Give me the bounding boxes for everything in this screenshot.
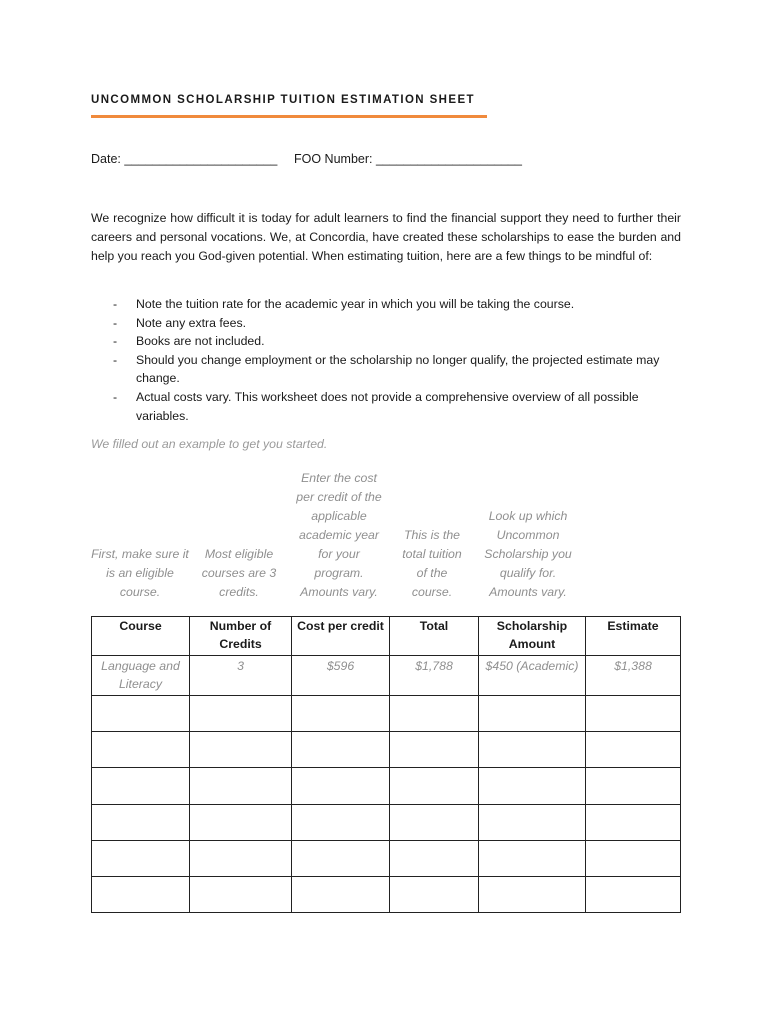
empty-cell[interactable] (479, 876, 586, 912)
empty-cell[interactable] (390, 732, 479, 768)
table-row (92, 876, 681, 912)
list-item (91, 295, 681, 314)
empty-cell[interactable] (586, 732, 681, 768)
list-item-text: Books are not included. (136, 334, 265, 349)
empty-cell[interactable] (586, 696, 681, 732)
list-item-text: Note any extra fees. (136, 315, 247, 330)
cell-total: $1,788 (390, 656, 479, 696)
empty-cell[interactable] (292, 696, 390, 732)
empty-cell[interactable] (292, 804, 390, 840)
header-course: Course (92, 617, 190, 656)
empty-cell[interactable] (292, 876, 390, 912)
table-row (92, 768, 681, 804)
header-scholarship: Scholarship Amount (479, 617, 586, 656)
empty-cell[interactable] (92, 696, 190, 732)
foo-number-field[interactable]: FOO Number: _____________________ (294, 152, 522, 166)
empty-cell[interactable] (292, 732, 390, 768)
empty-cell[interactable] (390, 768, 479, 804)
header-cost-per-credit: Cost per credit (292, 617, 390, 656)
empty-cell[interactable] (390, 876, 479, 912)
bullet-dash: - (113, 334, 118, 349)
empty-cell[interactable] (190, 696, 292, 732)
bullet-dash: - (113, 297, 118, 311)
empty-cell[interactable] (190, 804, 292, 840)
example-row (92, 656, 681, 696)
table-row (92, 696, 681, 732)
list-item (91, 388, 681, 425)
table-row (92, 732, 681, 768)
empty-cell[interactable] (586, 840, 681, 876)
empty-cell[interactable] (586, 804, 681, 840)
date-field[interactable]: Date: ______________________ (91, 152, 278, 166)
list-item (91, 332, 681, 351)
intro-paragraph: We recognize how difficult it is today for adult learners to find the financial support they need to further their careers and personal vocations. We, at Concordia, have created these scholarships to ease the burden and help you reach you God-given potential. When estimating tuition, here are a few things to be mindful of: (91, 211, 681, 263)
list-item-text: Actual costs vary. This worksheet does not provide a comprehensive overview of all possible variables. (136, 389, 639, 423)
notes-list (91, 295, 681, 425)
list-item-text: Note the tuition rate for the academic year in which you will be taking the course. (136, 297, 575, 311)
example-note: We filled out an example to get you started. (91, 437, 328, 451)
empty-cell[interactable] (292, 840, 390, 876)
header-credits: Number of Credits (190, 617, 292, 656)
cell-estimate: $1,388 (586, 656, 681, 696)
hint-course: First, make sure it is an eligible course. (91, 547, 189, 599)
empty-cell[interactable] (479, 804, 586, 840)
empty-cell[interactable] (92, 732, 190, 768)
header-total: Total (390, 617, 479, 656)
empty-cell[interactable] (479, 768, 586, 804)
empty-cell[interactable] (92, 768, 190, 804)
empty-cell[interactable] (390, 804, 479, 840)
list-item (91, 351, 681, 388)
hint-cost-per-credit: Enter the cost per credit of the applicable academic year for your program. Amounts vary. (296, 471, 382, 599)
empty-cell[interactable] (479, 840, 586, 876)
page-title: UNCOMMON SCHOLARSHIP TUITION ESTIMATION SHEET (91, 94, 475, 106)
empty-cell[interactable] (190, 768, 292, 804)
hint-total: This is the total tuition of the course. (402, 528, 462, 599)
table-row (92, 804, 681, 840)
cell-course: Language and Literacy (92, 656, 190, 696)
empty-cell[interactable] (586, 768, 681, 804)
empty-cell[interactable] (390, 696, 479, 732)
empty-cell[interactable] (292, 768, 390, 804)
empty-cell[interactable] (479, 696, 586, 732)
list-item (91, 314, 681, 333)
empty-cell[interactable] (190, 840, 292, 876)
empty-cell[interactable] (390, 840, 479, 876)
column-hints (91, 468, 680, 608)
empty-cell[interactable] (479, 732, 586, 768)
table-header-row (92, 617, 681, 656)
empty-cell[interactable] (190, 732, 292, 768)
bullet-dash: - (113, 315, 118, 330)
estimation-table (91, 616, 681, 913)
list-item-text: Should you change employment or the scholarship no longer qualify, the projected estimate may change. (136, 352, 660, 386)
hint-credits: Most eligible courses are 3 credits. (201, 547, 277, 599)
cell-scholarship: $450 (Academic) (479, 656, 586, 696)
empty-cell[interactable] (92, 840, 190, 876)
table-row (92, 840, 681, 876)
empty-cell[interactable] (190, 876, 292, 912)
bullet-dash: - (113, 389, 118, 404)
empty-cell[interactable] (92, 876, 190, 912)
cell-cost-per-credit: $596 (292, 656, 390, 696)
cell-credits: 3 (190, 656, 292, 696)
title-underline (91, 115, 487, 118)
bullet-dash: - (113, 352, 118, 367)
hint-scholarship: Look up which Uncommon Scholarship you qualify for. Amounts vary. (484, 509, 572, 599)
header-estimate: Estimate (586, 617, 681, 656)
empty-cell[interactable] (92, 804, 190, 840)
empty-cell[interactable] (586, 876, 681, 912)
